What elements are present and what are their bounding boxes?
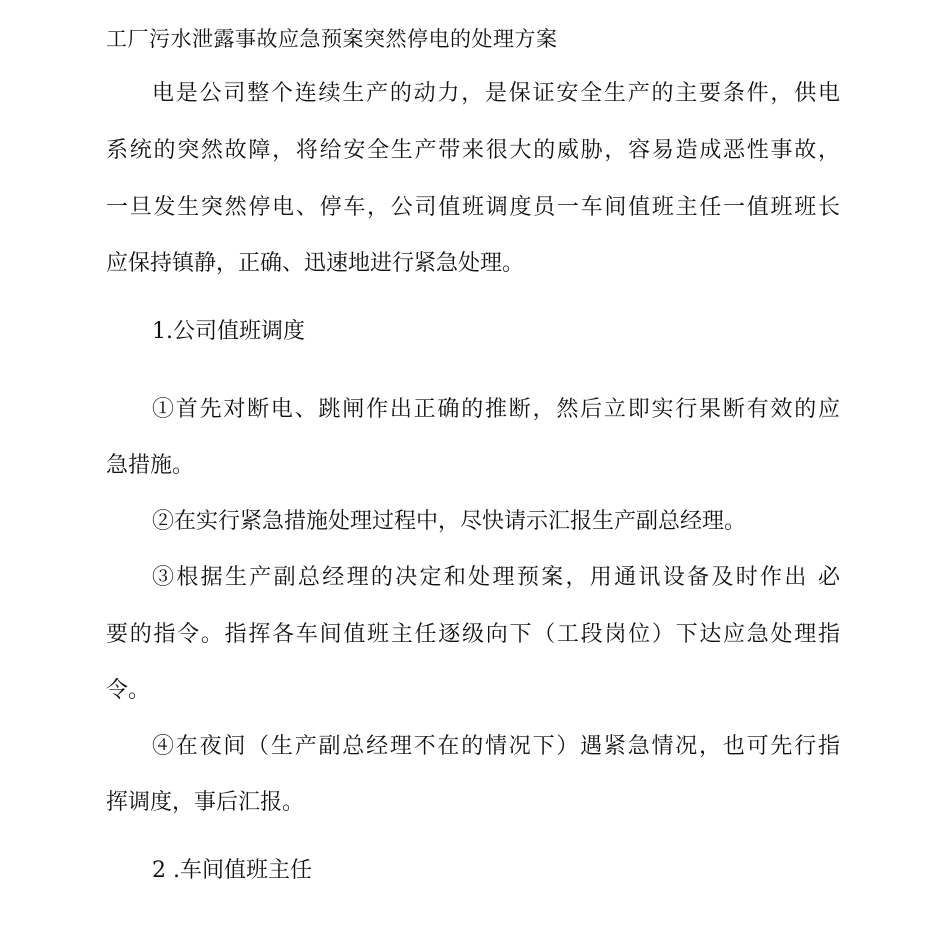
item-4-line-1: ④在夜间（生产副总经理不在的情况下）遇紧急情况，也可先行指 bbox=[152, 734, 840, 759]
item-3-line-3: 令。 bbox=[106, 678, 151, 703]
paragraph-1-line-2: 系统的突然故障，将给安全生产带来很大的威胁，容易造成恶性事故， bbox=[106, 138, 840, 163]
paragraph-1-line-1: 电是公司整个连续生产的动力，是保证安全生产的主要条件，供电 bbox=[152, 81, 840, 106]
item-4-line-2: 挥调度，事后汇报。 bbox=[106, 790, 305, 815]
item-1-line-1: ①首先对断电、跳闸作出正确的推断，然后立即实行果断有效的应 bbox=[152, 397, 840, 422]
document-title: 工厂污水泄露事故应急预案突然停电的处理方案 bbox=[106, 27, 558, 51]
section-heading-2: 2 .车间值班主任 bbox=[152, 858, 312, 883]
item-2-line-1: ②在实行紧急措施处理过程中，尽快请示汇报生产副总经理。 bbox=[152, 509, 747, 534]
section-heading-1: 1.公司值班调度 bbox=[152, 319, 305, 344]
paragraph-1-line-3: 一旦发生突然停电、停车，公司值班调度员一车间值班主任一值班班长 bbox=[106, 195, 840, 220]
item-3-line-2: 要的指令。指挥各车间值班主任逐级向下（工段岗位）下达应急处理指 bbox=[106, 622, 840, 647]
item-3-line-1: ③根据生产副总经理的决定和处理预案，用通讯设备及时作出 必 bbox=[152, 565, 840, 590]
paragraph-1-line-4: 应保持镇静，正确、迅速地进行紧急处理。 bbox=[106, 251, 525, 276]
item-1-line-2: 急措施。 bbox=[106, 453, 195, 478]
